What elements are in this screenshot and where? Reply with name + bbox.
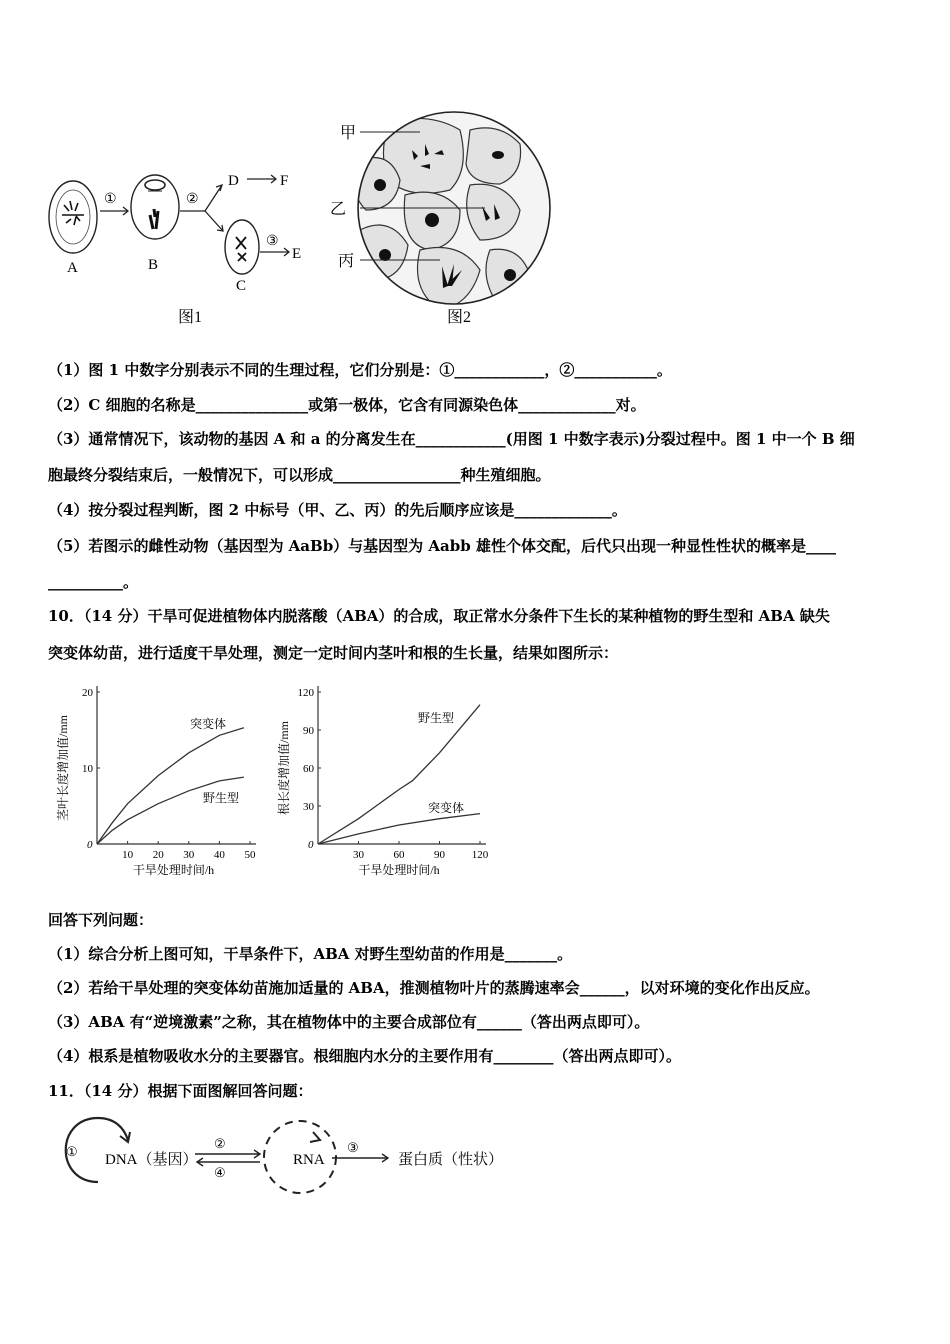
series-label-1: 野生型 <box>203 791 240 805</box>
dna-gene-label: DNA（基因） <box>105 1152 198 1168</box>
q10-part-2: （2）若给干旱处理的突变体幼苗施加适量的 ABA，推测植物叶片的蒸腾速率会______，以对环境的变化作出反应。 <box>48 979 820 997</box>
q10-intro-a: 10．（14 分）干旱可促进植物体内脱落酸（ABA）的合成，取正常水分条件下生长的某种植物的野生型和 ABA 缺失 <box>48 607 830 625</box>
x-axis-label: 干旱处理时间/h <box>132 863 215 877</box>
x-tick-label: 30 <box>353 849 364 861</box>
q10-intro-b: 突变体幼苗，进行适度干旱处理，测定一定时间内茎叶和根的生长量，结果如图所示： <box>48 644 619 662</box>
node-b-label: B <box>148 257 159 273</box>
series-line-1 <box>97 777 244 844</box>
q10-part-1: （1）综合分析上图可知，干旱条件下，ABA 对野生型幼苗的作用是_______。 <box>48 945 573 963</box>
marker-bing: 丙 <box>338 253 355 270</box>
rna-label: RNA <box>293 1152 325 1168</box>
step-4-marker: ④ <box>214 1165 226 1180</box>
x-axis-label: 干旱处理时间/h <box>358 863 440 877</box>
q9-part-2: （2）C 细胞的名称是_______________或第一极体，它含有同源染色体_____________对。 <box>48 396 646 414</box>
cell-c <box>225 220 259 274</box>
x-tick-label: 40 <box>213 849 225 861</box>
y-tick-label: 120 <box>297 687 314 699</box>
chart-root-length <box>277 680 510 880</box>
y-tick-label: 90 <box>303 725 314 737</box>
cell-a <box>49 181 97 253</box>
q9-part-1: （1）图 1 中数字分别表示不同的生理过程，它们分别是：①____________，②___________。 <box>48 361 672 379</box>
series-line-0 <box>97 728 244 844</box>
q9-part-5a: （5）若图示的雌性动物（基因型为 AaBb）与基因型为 Aabb 雄性个体交配，后代只出现一种显性性状的概率是____ <box>48 537 836 555</box>
marker-yi: 乙 <box>330 201 347 218</box>
series-label-0: 突变体 <box>190 717 227 731</box>
y-tick-label: 60 <box>303 763 314 775</box>
node-d-label: D <box>228 173 239 189</box>
step-1-label: ① <box>104 192 117 207</box>
node-e-label: E <box>292 246 302 262</box>
node-a-label: A <box>67 260 78 276</box>
q9-part-4: （4）按分裂过程判断，图 2 中标号（甲、乙、丙）的先后顺序应该是_____________。 <box>48 501 627 519</box>
node-f-label: F <box>280 173 289 189</box>
q9-part-5b: __________。 <box>48 573 139 591</box>
q9-part-3a: （3）通常情况下，该动物的基因 A 和 a 的分离发生在____________(用图 1 中数字表示)分裂过程中。图 1 中一个 B 细 <box>48 430 855 448</box>
figure-1-caption: 图1 <box>178 309 203 326</box>
process-arrows <box>100 175 289 256</box>
figure-1 <box>40 165 320 335</box>
step-1-marker: ① <box>66 1144 78 1159</box>
step-2-marker: ② <box>214 1136 226 1151</box>
x-tick-label: 30 <box>183 849 195 861</box>
origin-label: 0 <box>87 839 93 851</box>
x-tick-label: 50 <box>244 849 256 861</box>
y-axis-label: 根长度增加值/mm <box>277 720 291 816</box>
cell-b <box>131 175 179 239</box>
chart-shoot-length <box>45 680 275 880</box>
step-3-marker: ③ <box>347 1140 359 1155</box>
y-tick-label: 20 <box>82 687 93 699</box>
figure-2-caption: 图2 <box>447 309 472 326</box>
protein-trait-label: 蛋白质（性状） <box>398 1152 504 1168</box>
figure-2 <box>330 110 560 340</box>
x-tick-label: 20 <box>152 849 164 861</box>
q10-answer-prompt: 回答下列问题： <box>48 911 154 929</box>
x-tick-label: 120 <box>471 849 489 861</box>
y-tick-label: 10 <box>82 763 93 775</box>
step-2-label: ② <box>186 192 199 207</box>
q9-part-3b: 胞最终分裂结束后，一般情况下，可以形成_________________种生殖细胞。 <box>48 466 551 484</box>
x-tick-label: 60 <box>393 849 405 861</box>
y-tick-label: 30 <box>303 801 314 813</box>
marker-jia: 甲 <box>340 125 357 142</box>
q11-intro: 11．（14 分）根据下面图解回答问题： <box>48 1082 313 1100</box>
series-label-1: 突变体 <box>428 801 465 815</box>
step-3-label: ③ <box>266 234 279 249</box>
node-c-label: C <box>236 278 247 294</box>
x-tick-label: 10 <box>122 849 134 861</box>
q11-central-dogma-diagram <box>60 1110 530 1190</box>
x-tick-label: 90 <box>434 849 445 861</box>
q10-part-3: （3）ABA 有“逆境激素”之称，其在植物体中的主要合成部位有______（答出两点即可）。 <box>48 1013 650 1031</box>
q10-part-4: （4）根系是植物吸收水分的主要器官。根细胞内水分的主要作用有________（答出两点即可）。 <box>48 1047 681 1065</box>
origin-label: 0 <box>308 839 314 851</box>
series-label-0: 野生型 <box>418 711 455 725</box>
microscope-field <box>350 110 560 310</box>
series-line-0 <box>318 705 480 844</box>
y-axis-label: 茎叶长度增加值/mm <box>56 714 70 822</box>
